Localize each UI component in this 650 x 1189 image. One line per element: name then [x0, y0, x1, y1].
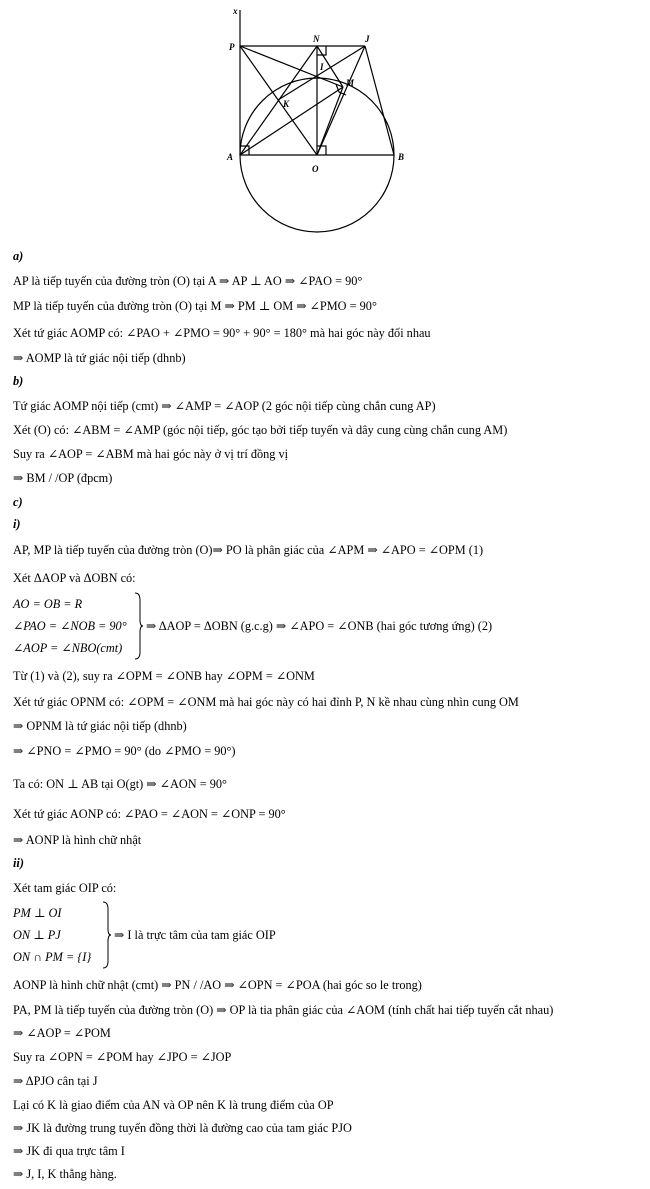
text-line: ⇒ ΔPJO cân tại J — [13, 1074, 98, 1088]
system2-result: ⇒ I là trực tâm của tam giác OIP — [114, 928, 276, 942]
system2-row: ON ∩ PM = {I} — [13, 950, 92, 964]
text-line: AP, MP là tiếp tuyến của đường tròn (O)⇒ PO là phân giác của ∠APM ⇒ ∠APO = ∠OPM (1) — [13, 543, 484, 557]
brace-right — [134, 592, 144, 660]
label-i: I — [320, 62, 324, 72]
system1-result: ⇒ ΔAOP = ΔOBN (g.c.g) ⇒ ∠APO = ∠ONB (hai góc tương ứng) (2) — [146, 619, 493, 633]
heading-c: c) — [13, 495, 23, 509]
segment-bj — [365, 46, 394, 155]
label-j: J — [365, 34, 370, 44]
segment-pm — [240, 46, 343, 87]
text-line: ⇒ J, I, K thẳng hàng. — [13, 1167, 117, 1181]
text-line: Xét ΔAOP và ΔOBN có: — [13, 571, 136, 585]
segment-jo — [317, 46, 365, 155]
text-line: ⇒ ∠AOP = ∠POM — [13, 1026, 111, 1040]
text-line: ⇒ JK đi qua trực tâm I — [13, 1144, 125, 1158]
text-line: ⇒ AOMP là tứ giác nội tiếp (dhnb) — [13, 351, 186, 365]
text-line: Suy ra ∠AOP = ∠ABM mà hai góc này ở vị trí đồng vị — [13, 447, 289, 461]
text-line: Xét (O) có: ∠ABM = ∠AMP (góc nội tiếp, góc tạo bởi tiếp tuyến và dây cung cùng chắn cung AM) — [13, 423, 508, 437]
label-n: N — [313, 34, 320, 44]
system2-row: ON ⊥ PJ — [13, 928, 61, 942]
system2-row: PM ⊥ OI — [13, 906, 62, 920]
geometry-figure — [215, 0, 420, 245]
heading-ii: ii) — [13, 856, 24, 870]
system1-row: ∠PAO = ∠NOB = 90° — [13, 619, 127, 633]
heading-i: i) — [13, 517, 21, 531]
text-line: Xét tứ giác AOMP có: ∠PAO + ∠PMO = 90° + 90° = 180° mà hai góc này đối nhau — [13, 326, 431, 340]
text-line: Ta có: ON ⊥ AB tại O(gt) ⇒ ∠AON = 90° — [13, 777, 227, 791]
text-line: MP là tiếp tuyến của đường tròn (O) tại M ⇒ PM ⊥ OM ⇒ ∠PMO = 90° — [13, 299, 377, 313]
text-line: Tứ giác AOMP nội tiếp (cmt) ⇒ ∠AMP = ∠AOP (2 góc nội tiếp cùng chắn cung AP) — [13, 399, 436, 413]
text-line: Suy ra ∠OPN = ∠POM hay ∠JPO = ∠JOP — [13, 1050, 232, 1064]
segment-am — [240, 87, 343, 155]
text-line: ⇒ ∠PNO = ∠PMO = 90° (do ∠PMO = 90°) — [13, 744, 236, 758]
label-p: P — [229, 42, 235, 52]
heading-a: a) — [13, 249, 24, 263]
text-line: ⇒ JK là đường trung tuyến đồng thời là đường cao của tam giác PJO — [13, 1121, 352, 1135]
label-x: x — [233, 6, 238, 16]
heading-b: b) — [13, 374, 24, 388]
text-line: ⇒ OPNM là tứ giác nội tiếp (dhnb) — [13, 719, 187, 733]
text-line: Từ (1) và (2), suy ra ∠OPM = ∠ONB hay ∠OPM = ∠ONM — [13, 669, 315, 683]
text-line: AONP là hình chữ nhật (cmt) ⇒ PN / /AO ⇒ ∠OPN = ∠POA (hai góc so le trong) — [13, 978, 422, 992]
text-line: PA, PM là tiếp tuyến của đường tròn (O) ⇒ OP là tia phân giác của ∠AOM (tính chất hai tiếp tuyến cắt nhau) — [13, 1003, 554, 1017]
brace-right — [102, 901, 112, 969]
text-line: ⇒ AONP là hình chữ nhật — [13, 833, 142, 847]
label-o: O — [312, 164, 319, 174]
label-m: M — [346, 78, 355, 88]
system1-row: ∠AOP = ∠NBO(cmt) — [13, 641, 123, 655]
label-b: B — [398, 152, 405, 162]
text-line: ⇒ BM / /OP (đpcm) — [13, 471, 113, 485]
text-line: Xét tứ giác OPNM có: ∠OPM = ∠ONM mà hai góc này có hai đỉnh P, N kề nhau cùng nhìn cung OM — [13, 695, 519, 709]
text-line: Xét tam giác OIP có: — [13, 881, 117, 895]
text-line: Lại có K là giao điểm của AN và OP nên K là trung điểm của OP — [13, 1098, 334, 1112]
text-line: Xét tứ giác AONP có: ∠PAO = ∠AON = ∠ONP = 90° — [13, 807, 286, 821]
label-a: A — [227, 152, 234, 162]
label-k: K — [283, 99, 290, 109]
text-line: AP là tiếp tuyến của đường tròn (O) tại A ⇒ AP ⊥ AO ⇒ ∠PAO = 90° — [13, 274, 363, 288]
system1-row: AO = OB = R — [13, 597, 83, 611]
